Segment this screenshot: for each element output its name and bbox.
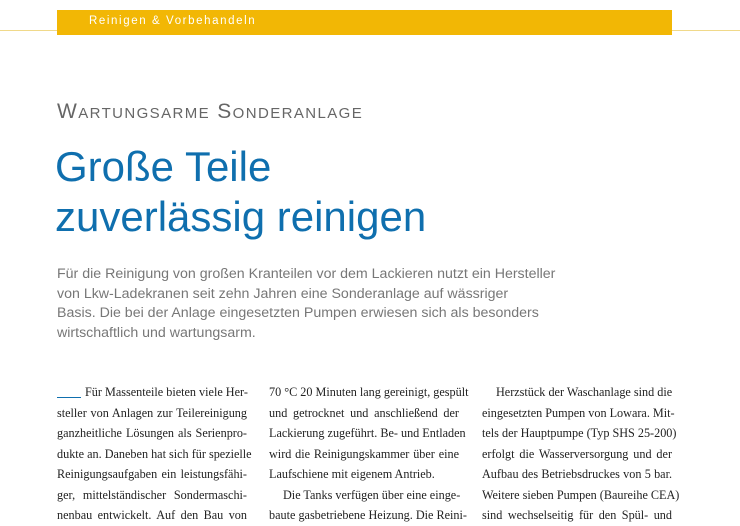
body-column-2: [269, 382, 469, 526]
body-line: Lackierung zugeführt. Be- und Entladen: [269, 426, 466, 440]
body-line: Reinigungsaufgaben ein leistungsfähi-: [57, 467, 247, 481]
body-line: tels der Hauptpumpe (Typ SHS 25-200): [482, 426, 677, 440]
headline-line: Große Teile: [55, 143, 272, 190]
body-line: sind wechselseitig für den Spül- und: [482, 508, 672, 522]
article-lead: [57, 265, 557, 343]
lead-line: von Lkw-Ladekranen seit zehn Jahren eine Sonderanlage auf wässriger: [57, 285, 509, 302]
body-line: Aufbau des Betriebsdruckes von 5 bar.: [482, 467, 672, 481]
headline-line: zuverlässig reinigen: [55, 193, 427, 240]
body-line: Laufschiene mit eigenem Antrieb.: [269, 467, 435, 481]
section-label: Reinigen & Vorbehandeln: [89, 15, 257, 27]
body-line: 70 °C 20 Minuten lang gereinigt, gespült: [269, 385, 469, 399]
body-line-start: [57, 382, 247, 403]
body-line: eingesetzten Pumpen von Lowara. Mit-: [482, 405, 675, 420]
body-line-indented: Die Tanks verfügen über eine einge-: [283, 487, 461, 502]
body-column-3: [482, 382, 680, 526]
body-line: Weitere sieben Pumpen (Baureihe CEA): [482, 487, 680, 502]
body-line: dukte an. Daneben hat sich für spezielle: [57, 446, 252, 461]
body-line: nenbau entwickelt. Auf den Bau von: [57, 508, 247, 522]
body-line-text: Für Massenteile bieten viele Her-: [85, 385, 248, 399]
body-line: und getrocknet und anschließend der: [269, 405, 459, 420]
body-line: baute gasbetriebene Heizung. Die Reini-: [269, 508, 467, 522]
body-line: wird die Reinigungskammer über eine: [269, 446, 459, 461]
body-line: erfolgt die Wasserversorgung und der: [482, 446, 672, 461]
body-line-indented: Herzstück der Waschanlage sind die: [496, 385, 673, 399]
section-header-bar: [57, 10, 672, 35]
body-line: ganzheitliche Lösungen als Serienpro-: [57, 426, 247, 440]
paragraph-start-rule: [57, 397, 81, 398]
body-column-1: [57, 382, 252, 526]
article-kicker: Wartungsarme Sonderanlage: [57, 100, 364, 123]
lead-line: Für die Reinigung von großen Kranteilen vor dem Lackieren nutzt ein Hersteller: [57, 266, 556, 282]
body-line: steller von Anlagen zur Teilereinigung: [57, 405, 247, 420]
lead-line: wirtschaftlich und wartungsarm.: [57, 324, 256, 341]
lead-line: Basis. Die bei der Anlage eingesetzten Pumpen erwiesen sich als besonders: [57, 305, 539, 321]
article-headline: [55, 142, 426, 242]
body-line: ger, mittelständischer Sondermaschi-: [57, 487, 247, 502]
